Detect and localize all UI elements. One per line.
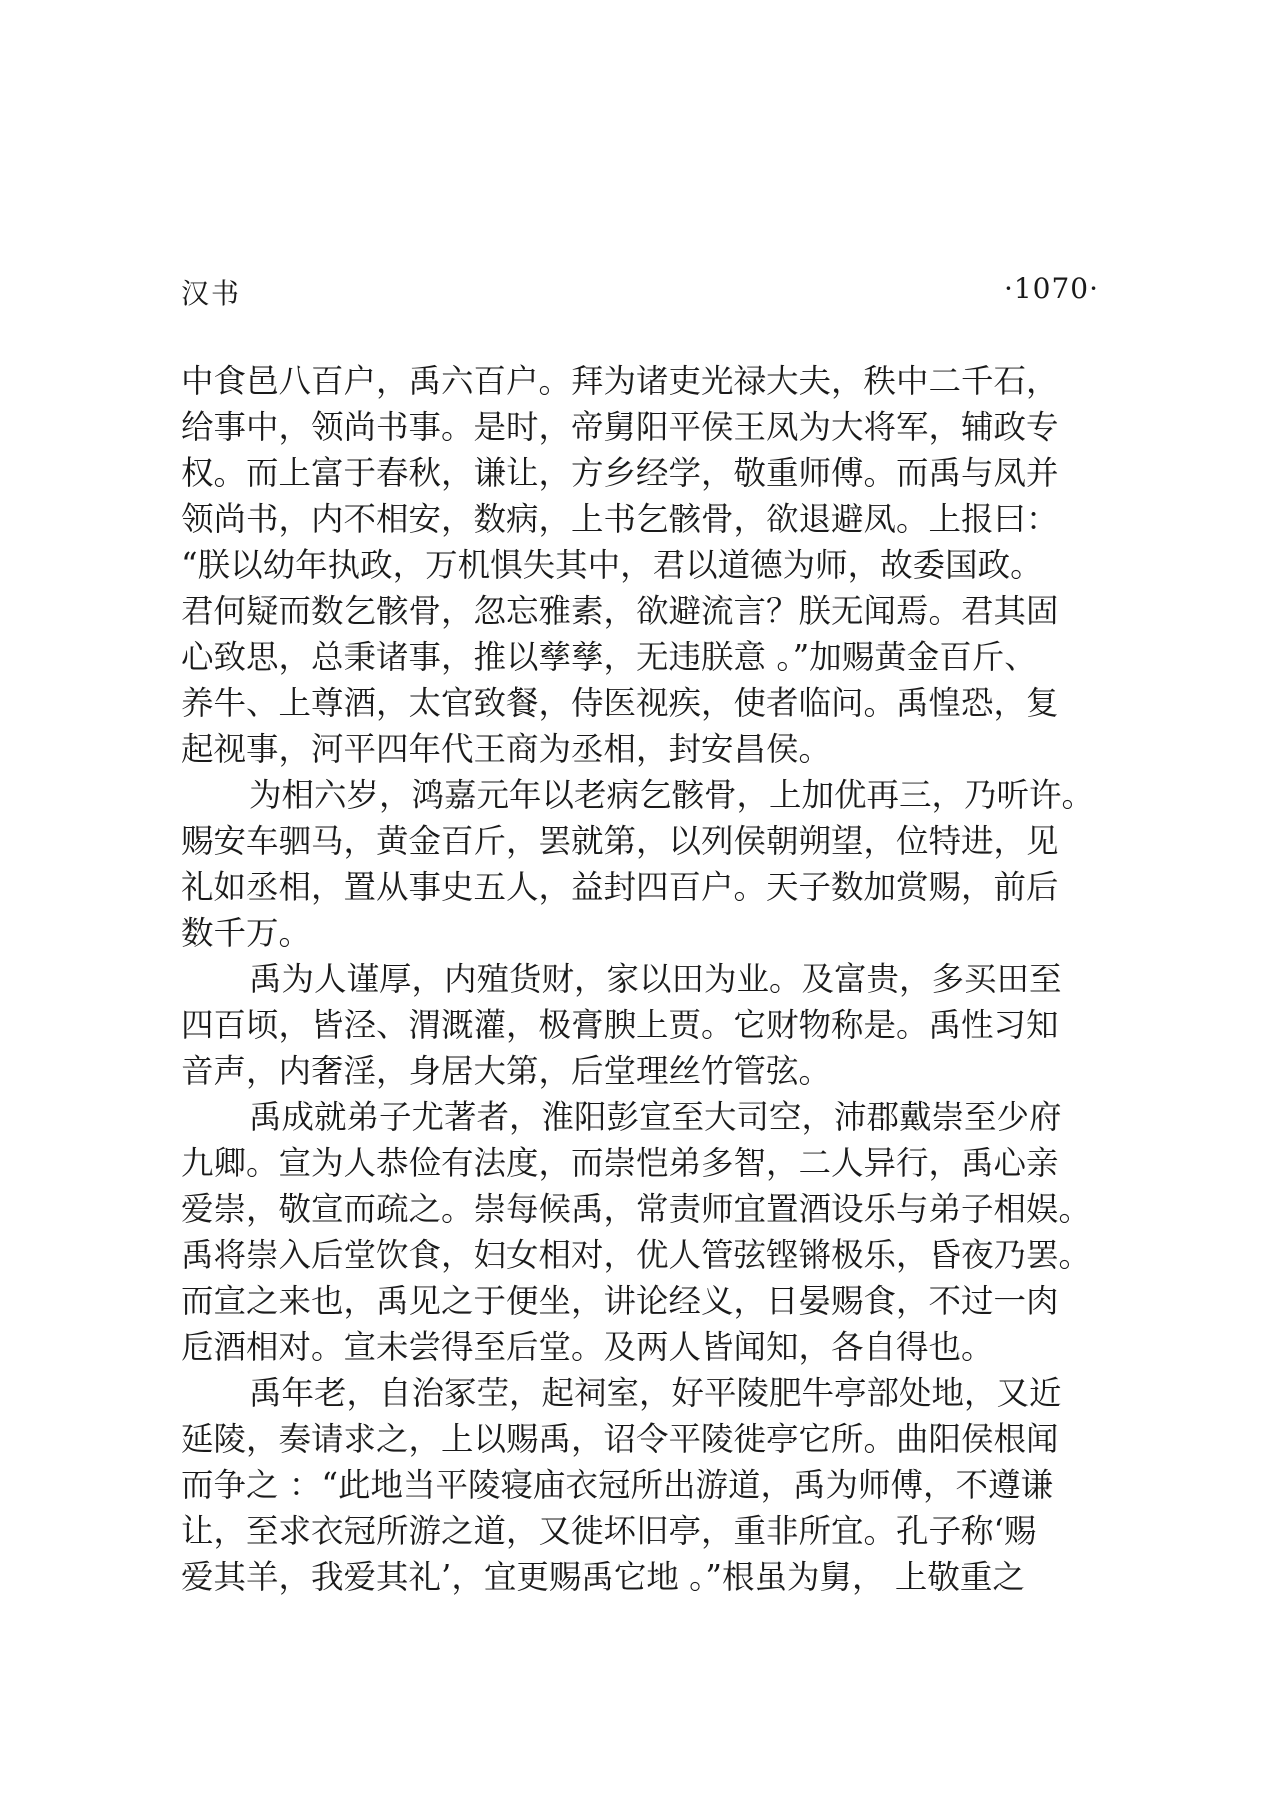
- running-head: [181, 272, 1099, 312]
- paragraph: [181, 358, 1099, 772]
- paragraph: [181, 772, 1099, 956]
- text-line: 九卿。宣为人恭俭有法度，而崇恺弟多智，二人异行，禹心亲: [181, 1144, 1059, 1182]
- text-line: 心致思，总秉诸事，推以孳孳，无违朕意 。”加赐黄金百斤、: [181, 638, 1037, 676]
- text-line: 礼如丞相，置从事史五人，益封四百户。天子数加赏赐，前后: [181, 868, 1059, 906]
- text-line: 养牛、上尊酒，太官致餐，侍医视疾，使者临问。禹惶恐，复: [181, 684, 1059, 722]
- text-line: 赐安车驷马，黄金百斤，罢就第，以列侯朝朔望，位特进，见: [181, 822, 1059, 860]
- text-line: 给事中，领尚书事。是时，帝舅阳平侯王凤为大将军，辅政专: [181, 408, 1059, 446]
- body-text: [181, 358, 1099, 1600]
- text-line: 中食邑八百户，禹六百户。拜为诸吏光禄大夫，秩中二千石，: [181, 362, 1059, 400]
- text-line: 爱崇，敬宣而疏之。崇每候禹，常责师宜置酒设乐与弟子相娱。: [181, 1190, 1092, 1228]
- text-line: 权。而上富于春秋，谦让，方乡经学，敬重师傅。而禹与凤并: [181, 454, 1059, 492]
- page-number: ·1070·: [1003, 272, 1099, 305]
- paragraph: [181, 1094, 1099, 1370]
- text-line: 而争之 ：“此地当平陵寝庙衣冠所出游道，禹为师傅，不遵谦: [181, 1466, 1053, 1504]
- text-line: 数千万。: [181, 914, 312, 952]
- book-title: 汉书: [181, 277, 242, 310]
- text-line: 延陵，奏请求之，上以赐禹，诏令平陵徙亭它所。曲阳侯根闻: [181, 1420, 1059, 1458]
- text-line: 让，至求衣冠所游之道，又徙坏旧亭，重非所宜。孔子称‘赐: [181, 1512, 1037, 1550]
- text-line: 而宣之来也，禹见之于便坐，讲论经义，日晏赐食，不过一肉: [181, 1282, 1059, 1320]
- text-line: 禹为人谨厚，内殖货财，家以田为业。及富贵，多买田至: [249, 960, 1062, 998]
- text-line: 起视事，河平四年代王商为丞相，封安昌侯。: [181, 730, 832, 768]
- text-line: 禹成就弟子尤著者，淮阳彭宣至大司空，沛郡戴崇至少府: [249, 1098, 1062, 1136]
- text-line: 音声，内奢淫，身居大第，后堂理丝竹管弦。: [181, 1052, 832, 1090]
- text-line: 卮酒相对。宣未尝得至后堂。及两人皆闻知，各自得也。: [181, 1328, 994, 1366]
- text-line: 君何疑而数乞骸骨，忽忘雅素，欲避流言？朕无闻焉。君其固: [181, 592, 1059, 630]
- text-line: “朕以幼年执政，万机惧失其中，君以道德为师，故委国政。: [181, 546, 1043, 584]
- text-line: 禹年老，自治冢茔，起祠室，好平陵肥牛亭部处地，又近: [249, 1374, 1062, 1412]
- text-line: 领尚书，内不相安，数病，上书乞骸骨，欲退避凤。上报曰：: [181, 500, 1059, 538]
- text-line: 四百顷，皆泾、渭溉灌，极膏腴上贾。它财物称是。禹性习知: [181, 1006, 1059, 1044]
- paragraph: [181, 956, 1099, 1094]
- text-line: 爱其羊，我爱其礼’，宜更赐禹它地 。”根虽为舅， 上敬重之: [181, 1558, 1025, 1596]
- paragraph: [181, 1370, 1099, 1600]
- text-line: 为相六岁，鸿嘉元年以老病乞骸骨，上加优再三，乃听许。: [249, 776, 1095, 814]
- text-line: 禹将崇入后堂饮食，妇女相对，优人管弦铿锵极乐，昏夜乃罢。: [181, 1236, 1092, 1274]
